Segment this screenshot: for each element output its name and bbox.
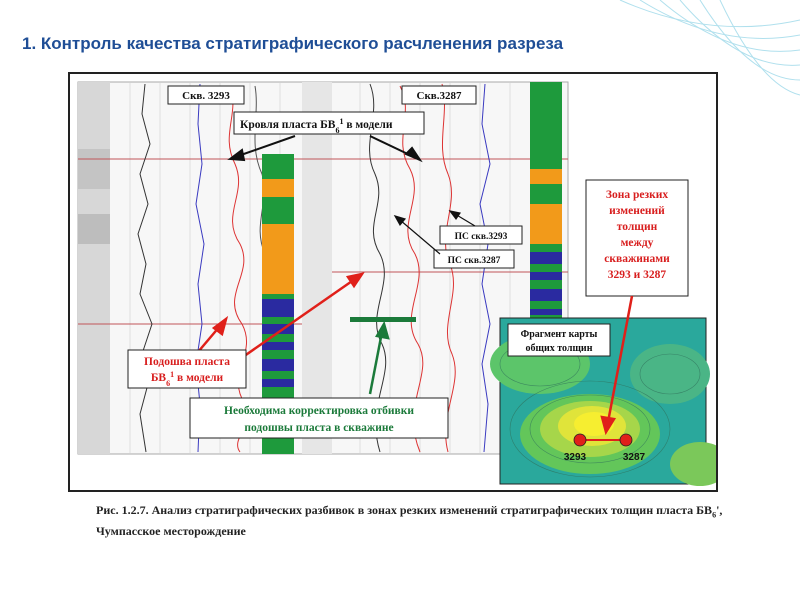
- caption-subscript: 6: [712, 510, 717, 520]
- zone-label-line2: изменений: [609, 205, 665, 217]
- well-3287-label: Скв.3287: [416, 90, 462, 102]
- caption-text-1: Рис. 1.2.7. Анализ стратиграфических разбивок в зонах резких изменений стратиграфических толщин пласта БВ: [96, 503, 713, 517]
- zone-label-line4: между: [620, 237, 654, 249]
- ps-3287-label: ПС скв.3287: [447, 256, 501, 266]
- zone-label-line6: 3293 и 3287: [607, 269, 667, 281]
- correction-label-line2: подошвы пласта в скважине: [244, 422, 394, 434]
- stratigraphy-figure: [70, 74, 716, 490]
- caption-text-2: ', Чумпасское месторождение: [96, 503, 723, 539]
- zone-label-line1: Зона резких: [605, 189, 669, 201]
- depth-column-left: [78, 82, 110, 454]
- map-well-3287-label: 3287: [622, 452, 646, 463]
- map-title-line2: общих толщин: [525, 343, 593, 354]
- ps-3293-label: ПС скв.3293: [454, 232, 508, 242]
- figure-caption: [96, 502, 736, 540]
- map-well-3293-marker: [574, 434, 586, 446]
- well-3293-label: Скв. 3293: [182, 90, 230, 102]
- map-title-line1: Фрагмент карты: [520, 329, 598, 340]
- map-well-3287-marker: [620, 434, 632, 446]
- map-well-3293-label: 3293: [563, 452, 587, 463]
- base-label-line1: Подошва пласта: [144, 356, 230, 368]
- zone-label-line5: скважинами: [604, 253, 670, 265]
- correction-marker: [350, 317, 416, 322]
- zone-label-line3: толщин: [616, 221, 658, 233]
- roof-label: Кровля пласта $БВ_6^1$ в модели: [240, 116, 393, 135]
- correction-label-line1: Необходима корректировка отбивки: [224, 405, 414, 417]
- slide-title: 1. Контроль качества стратиграфического расчленения разреза: [22, 34, 564, 53]
- figure-frame: [68, 72, 718, 492]
- base-label-line2: $БВ_6^1$ в модели: [150, 369, 224, 388]
